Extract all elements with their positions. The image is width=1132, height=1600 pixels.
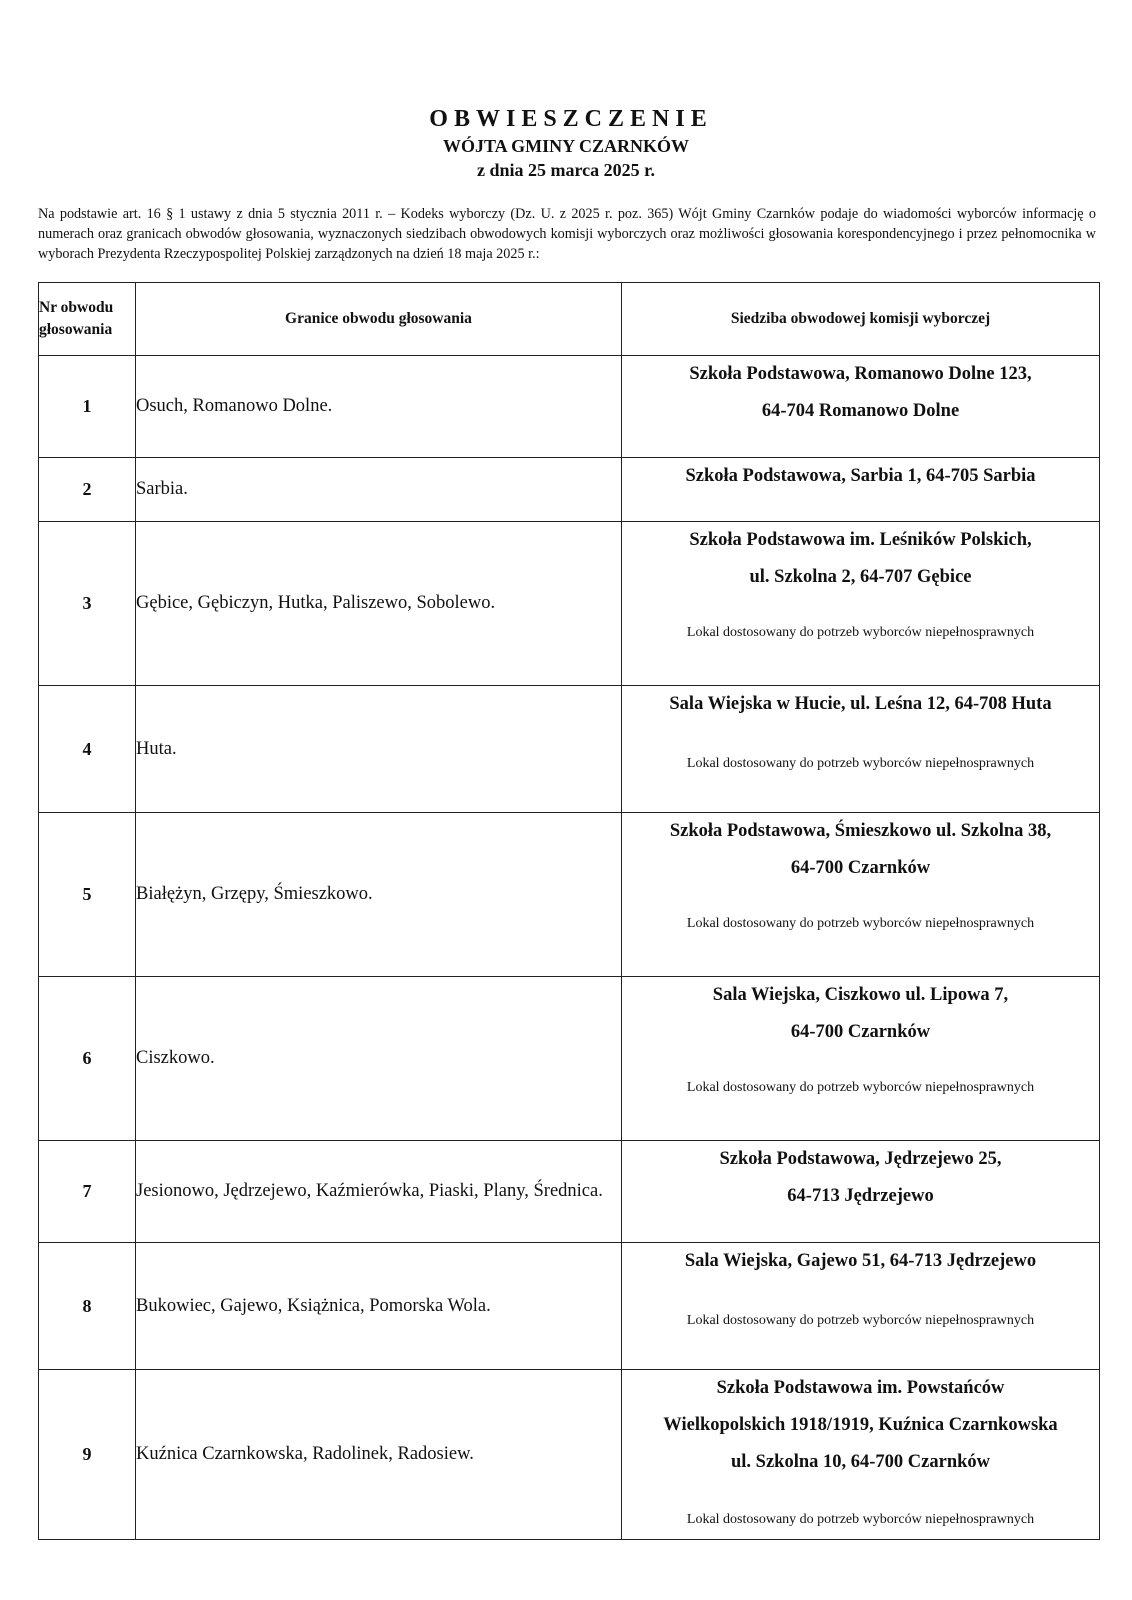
district-boundaries: Osuch, Romanowo Dolne. <box>136 356 622 458</box>
seat-address-line: Szkoła Podstawowa im. Leśników Polskich, <box>689 530 1032 550</box>
accessibility-note: Lokal dostosowany do potrzeb wyborców niepełnosprawnych <box>686 916 1035 931</box>
document-date: z dnia 25 marca 2025 r. <box>477 160 655 180</box>
table-header-row <box>39 283 1100 356</box>
intro-paragraph: Na podstawie art. 16 § 1 ustawy z dnia 5 stycznia 2011 r. – Kodeks wyborczy (Dz. U. z 2025 r. poz. 365) Wójt Gminy Czarnków podaje do wiadomości wyborców informację o numerach oraz granicach obwodów głosowania, wyznaczonych siedzibach obwodowych komisji wyborczych oraz możliwości głosowania korespondencyjnego i przez pełnomocnika w wyborach Prezydenta Rzeczypospolitej Polskiej zarządzonych na dzień 18 maja 2025 r.: <box>38 206 1096 262</box>
seat-address-line: Sala Wiejska, Ciszkowo ul. Lipowa 7, <box>712 985 1009 1005</box>
table-row <box>39 1243 1100 1370</box>
district-boundaries: Sarbia. <box>136 458 622 522</box>
table-row <box>39 1141 1100 1243</box>
commission-seat <box>622 1370 1100 1540</box>
seat-address-line: Szkoła Podstawowa, Romanowo Dolne 123, <box>689 364 1032 384</box>
district-boundaries: Kuźnica Czarnkowska, Radolinek, Radosiew. <box>136 1370 622 1540</box>
district-number: 9 <box>39 1370 136 1540</box>
table-row <box>39 686 1100 813</box>
district-boundaries: Bukowiec, Gajewo, Książnica, Pomorska Wola. <box>136 1243 622 1370</box>
commission-seat <box>622 813 1100 977</box>
commission-seat <box>622 522 1100 686</box>
commission-seat <box>622 977 1100 1141</box>
seat-address-line: Wielkopolskich 1918/1919, Kuźnica Czarnkowska <box>663 1415 1058 1435</box>
table-row <box>39 458 1100 522</box>
seat-address-line: 64-713 Jędrzejewo <box>787 1186 934 1206</box>
accessibility-note: Lokal dostosowany do potrzeb wyborców niepełnosprawnych <box>686 1080 1035 1095</box>
district-number: 6 <box>39 977 136 1141</box>
district-number: 8 <box>39 1243 136 1370</box>
accessibility-note: Lokal dostosowany do potrzeb wyborców niepełnosprawnych <box>686 1512 1035 1527</box>
commission-seat <box>622 356 1100 458</box>
district-boundaries: Huta. <box>136 686 622 813</box>
district-boundaries: Ciszkowo. <box>136 977 622 1141</box>
seat-address-line: 64-700 Czarnków <box>790 1022 931 1042</box>
document-subtitle: WÓJTA GMINY CZARNKÓW <box>442 136 689 156</box>
commission-seat <box>622 1141 1100 1243</box>
seat-address-line: Szkoła Podstawowa, Jędrzejewo 25, <box>719 1149 1002 1169</box>
district-boundaries: Gębice, Gębiczyn, Hutka, Paliszewo, Sobolewo. <box>136 522 622 686</box>
header-siedziba: Siedziba obwodowej komisji wyborczej <box>622 283 1100 356</box>
district-number: 5 <box>39 813 136 977</box>
seat-address-line: Szkoła Podstawowa im. Powstańców <box>716 1378 1005 1398</box>
commission-seat <box>622 1243 1100 1370</box>
seat-address-line: 64-704 Romanowo Dolne <box>761 401 960 421</box>
district-number: 1 <box>39 356 136 458</box>
accessibility-note: Lokal dostosowany do potrzeb wyborców niepełnosprawnych <box>686 756 1035 771</box>
accessibility-note: Lokal dostosowany do potrzeb wyborców niepełnosprawnych <box>686 1313 1035 1328</box>
accessibility-note: Lokal dostosowany do potrzeb wyborców niepełnosprawnych <box>686 625 1035 640</box>
document-header <box>0 104 1132 182</box>
seat-address-line: Sala Wiejska, Gajewo 51, 64-713 Jędrzejewo <box>684 1251 1037 1271</box>
table-body <box>39 356 1100 1540</box>
districts-table <box>38 282 1100 1540</box>
seat-address-line: ul. Szkolna 10, 64-700 Czarnków <box>730 1452 991 1472</box>
table-row <box>39 356 1100 458</box>
document-title: OBWIESZCZENIE <box>429 106 713 132</box>
header-nr: Nr obwodu głosowania <box>39 283 136 356</box>
table-row <box>39 1370 1100 1540</box>
seat-address-line: ul. Szkolna 2, 64-707 Gębice <box>749 567 972 587</box>
table-row <box>39 977 1100 1141</box>
district-number: 3 <box>39 522 136 686</box>
header-granice: Granice obwodu głosowania <box>136 283 622 356</box>
commission-seat <box>622 458 1100 522</box>
seat-address-line: Sala Wiejska w Hucie, ul. Leśna 12, 64-708 Huta <box>669 694 1052 714</box>
seat-address-line: 64-700 Czarnków <box>790 858 931 878</box>
seat-address-line: Szkoła Podstawowa, Śmieszkowo ul. Szkolna 38, <box>669 821 1052 841</box>
table-row <box>39 522 1100 686</box>
district-number: 4 <box>39 686 136 813</box>
table-row <box>39 813 1100 977</box>
district-boundaries: Białężyn, Grzępy, Śmieszkowo. <box>136 813 622 977</box>
district-number: 7 <box>39 1141 136 1243</box>
district-boundaries: Jesionowo, Jędrzejewo, Kaźmierówka, Piaski, Plany, Średnica. <box>136 1141 622 1243</box>
seat-address-line: Szkoła Podstawowa, Sarbia 1, 64-705 Sarbia <box>685 466 1036 486</box>
commission-seat <box>622 686 1100 813</box>
district-number: 2 <box>39 458 136 522</box>
